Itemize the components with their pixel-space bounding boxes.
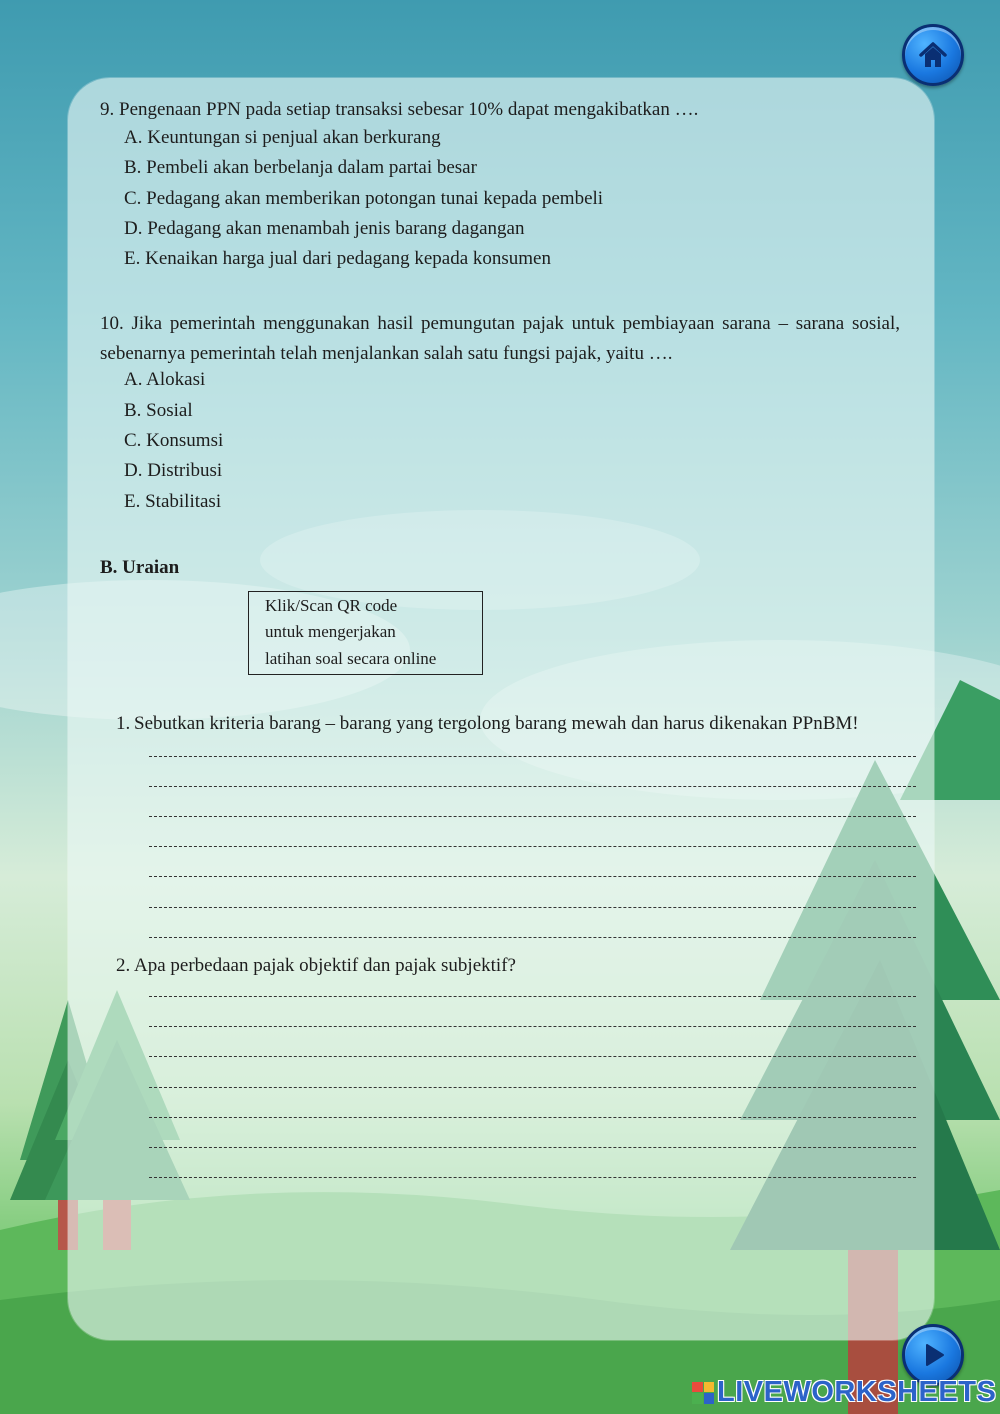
answer-area-2[interactable] — [149, 967, 916, 1178]
option-list — [124, 365, 900, 516]
question-10 — [100, 309, 900, 516]
answer-line[interactable] — [149, 1118, 916, 1148]
option-item[interactable]: E. Stabilitasi — [124, 490, 222, 512]
qr-line: untuk mengerjakan — [265, 622, 396, 642]
play-icon — [918, 1340, 948, 1370]
section-title: B. Uraian — [100, 556, 180, 578]
essay-section — [116, 709, 900, 1178]
answer-line[interactable] — [149, 877, 916, 907]
question-stem: 9. Pengenaan PPN pada setiap transaksi sebesar 10% dapat mengakibatkan …. — [100, 99, 699, 120]
qr-line: Klik/Scan QR code — [265, 595, 398, 615]
qr-line: latihan soal secara online — [265, 648, 437, 668]
option-item[interactable]: E. Kenaikan harga jual dari pedagang kepada konsumen — [124, 248, 551, 270]
answer-line[interactable] — [149, 787, 916, 817]
option-item[interactable]: C. Konsumsi — [124, 430, 224, 452]
question-stem: 10. Jika pemerintah menggunakan hasil pemungutan pajak untuk pembiayaan sarana – sarana sosial, sebenarnya pemerintah telah menjalankan salah satu fungsi pajak, yaitu …. — [100, 313, 900, 365]
answer-line[interactable] — [149, 1148, 916, 1178]
home-button[interactable] — [902, 24, 964, 86]
answer-area-1[interactable] — [149, 726, 916, 937]
option-list — [124, 123, 900, 274]
answer-line[interactable] — [149, 997, 916, 1027]
essay-text: Apa perbedaan pajak objektif dan pajak subjektif? — [134, 954, 516, 976]
question-9 — [100, 95, 900, 274]
logo-text: LIVEWORKSHEETS — [717, 1376, 997, 1408]
answer-line[interactable] — [149, 757, 916, 787]
option-item[interactable]: D. Pedagang akan menambah jenis barang dagangan — [124, 217, 525, 239]
essay-question-1 — [116, 709, 900, 739]
option-item[interactable]: B. Sosial — [124, 399, 193, 421]
answer-line[interactable] — [149, 817, 916, 847]
worksheet-content — [100, 95, 900, 1178]
essay-number: 1. — [116, 713, 131, 735]
option-item[interactable]: A. Keuntungan si penjual akan berkurang — [124, 127, 441, 148]
option-item[interactable]: D. Distribusi — [124, 460, 223, 482]
liveworksheets-logo — [692, 1376, 996, 1409]
essay-number: 2. — [116, 954, 131, 976]
answer-line[interactable] — [149, 847, 916, 877]
answer-line[interactable] — [149, 1057, 916, 1087]
option-item[interactable]: B. Pembeli akan berbelanja dalam partai besar — [124, 157, 477, 179]
answer-line[interactable] — [149, 1027, 916, 1057]
logo-mark-icon — [692, 1382, 714, 1404]
option-item[interactable]: A. Alokasi — [124, 369, 206, 391]
essay-text: Sebutkan kriteria barang – barang yang tergolong barang mewah dan harus dikenakan PPnBM! — [134, 713, 859, 735]
answer-line[interactable] — [149, 908, 916, 938]
qr-instruction-box[interactable] — [248, 591, 483, 676]
essay-question-2 — [116, 951, 900, 981]
home-icon — [916, 38, 950, 72]
answer-line[interactable] — [149, 1088, 916, 1118]
option-item[interactable]: C. Pedagang akan memberikan potongan tunai kepada pembeli — [124, 187, 604, 209]
